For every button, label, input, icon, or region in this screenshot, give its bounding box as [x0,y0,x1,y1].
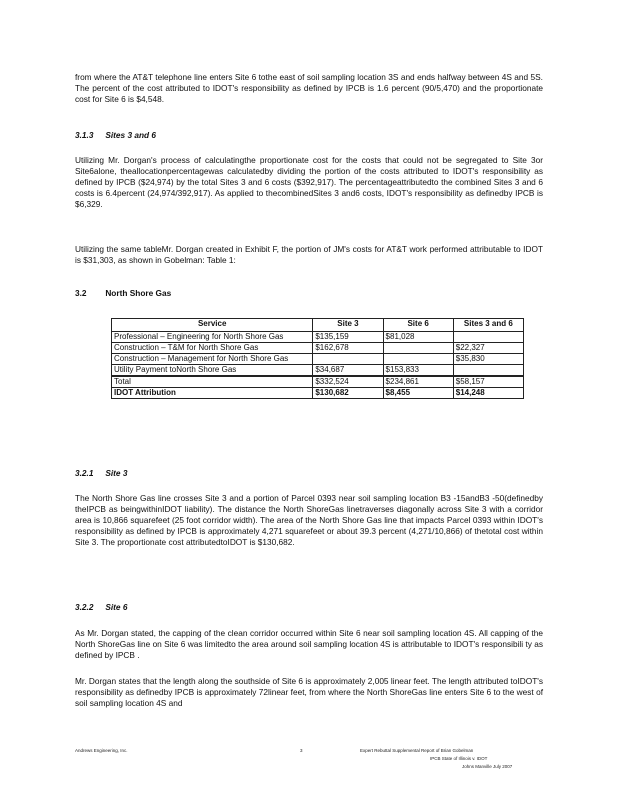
cell-sites-3-6: $35,830 [453,354,523,365]
heading-3-2-2 [75,602,127,613]
table-row [112,332,524,343]
cell-idot-site-3: $130,682 [313,388,383,399]
footer-page-number: 3 [300,748,303,753]
cell-service: Utility Payment toNorth Shore Gas [112,365,313,377]
col-service: Service [112,319,313,332]
heading-number: 3.2.1 [75,468,94,478]
cell-service: Construction – Management for North Shore Gas [112,354,313,365]
heading-3-1-3 [75,130,156,141]
table-idot-row [112,388,524,399]
col-sites-3-6: Sites 3 and 6 [453,319,523,332]
cell-sites-3-6 [453,365,523,377]
heading-3-2 [75,288,171,299]
paragraph-3-1-3-b: Utilizing the same tableMr. Dorgan created in Exhibit F, the portion of JM's costs for AT&T work performed attributable to IDOT is $31,303, as shown in Gobelman: Table 1: [75,244,543,265]
col-site-6: Site 6 [383,319,453,332]
cell-site-3: $135,159 [313,332,383,343]
footer-report-title: Expert Rebuttal Supplemental Report of Brian Gobelman [360,748,474,753]
cell-idot-site-6: $8,455 [383,388,453,399]
cell-site-3: $162,678 [313,343,383,354]
north-shore-gas-cost-table [111,318,524,399]
paragraph-3-2-2-a: As Mr. Dorgan stated, the capping of the clean corridor occurred within Site 6 near soil sampling location 4S. All capping of the North ShoreGas line on Site 6 was limitedto the area around soil sampling location 4S is attributable to IDOT's responsibili ty as defined by IPCB . [75,628,543,660]
cell-site-6: $81,028 [383,332,453,343]
cell-site-3 [313,354,383,365]
paragraph-3-2-1: The North Shore Gas line crosses Site 3 and a portion of Parcel 0393 near soil sampling location B3 -15andB3 -50(definedby theIPCB as beingwithinIDOT liability). The distance the North ShoreGas linetraverses diagonally across Site 3 with a corridor area is 10,866 squarefeet (25 foot corridor width). The area of the North Shore Gas line that impacts Parcel 0393 within IDOT's responsibility as defined by IPCB is approximately 4,271 squarefeet or about 39.3 percent (4,271/10,866) of thetotal cost within Site 3. The proportionate cost attributedtoIDOT is $130,682. [75,493,543,547]
cell-site-6: $153,833 [383,365,453,377]
footer-client-date: Johns Manville July 2007 [462,764,513,769]
cell-sites-3-6 [453,332,523,343]
footer-case: IPCB State of Illinois v. IDOT [430,756,488,761]
cell-idot-label: IDOT Attribution [112,388,313,399]
paragraph-intro: from where the AT&T telephone line enters Site 6 tothe east of soil sampling location 3S and ends halfway between 4S and 5S. The percent of the cost attributed to IDOT's responsibility as defined by IPCB is 1.6 percent (90/5,470) and the proportionate cost for Site 6 is $4,548. [75,72,543,104]
paragraph-3-1-3-a: Utilizing Mr. Dorgan's process of calculatingthe proportionate cost for the costs that could not be segregated to Site 3or Site6alone, theallocationpercentagewas calculatedby dividing the portion of the costs attributed to IDOT's responsibility as defined by IPCB ($24,974) by the total Sites 3 and 6 costs ($392,917). The percentageattributedto the combined Sites 3 and 6 costs is 6.4percent (24,974/392,917). As applied to thecombinedSites 3 and6 costs, IDOT's responsibility as definedby IPCB is $6,329. [75,155,543,209]
footer-company: Andrews Engineering, Inc. [75,748,128,753]
table-header-row [112,319,524,332]
heading-title: Sites 3 and 6 [105,130,157,140]
cell-total-label: Total [112,376,313,388]
cell-total-sites-3-6: $58,157 [453,376,523,388]
heading-title: North Shore Gas [105,288,172,298]
heading-number: 3.2.2 [75,602,94,612]
table-total-row [112,376,524,388]
table-row [112,343,524,354]
cell-sites-3-6: $22,327 [453,343,523,354]
heading-title: Site 6 [105,602,128,612]
table-row [112,365,524,377]
heading-3-2-1 [75,468,127,479]
cell-site-6 [383,354,453,365]
heading-number: 3.2 [75,288,87,298]
heading-title: Site 3 [105,468,128,478]
col-site-3: Site 3 [313,319,383,332]
heading-number: 3.1.3 [75,130,94,140]
cell-service: Professional – Engineering for North Shore Gas [112,332,313,343]
paragraph-3-2-2-b: Mr. Dorgan states that the length along the southside of Site 6 is approximately 2,005 linear feet. The length attributed toIDOT's responsibility as definedby IPCB is approximately 72linear feet, from where the North ShoreGas line enters Site 6 to the west of soil sampling location 4S and [75,676,543,708]
cell-idot-sites-3-6: $14,248 [453,388,523,399]
cell-total-site-6: $234,861 [383,376,453,388]
cell-service: Construction – T&M for North Shore Gas [112,343,313,354]
cell-site-6 [383,343,453,354]
table-row [112,354,524,365]
cell-total-site-3: $332,524 [313,376,383,388]
cell-site-3: $34,687 [313,365,383,377]
